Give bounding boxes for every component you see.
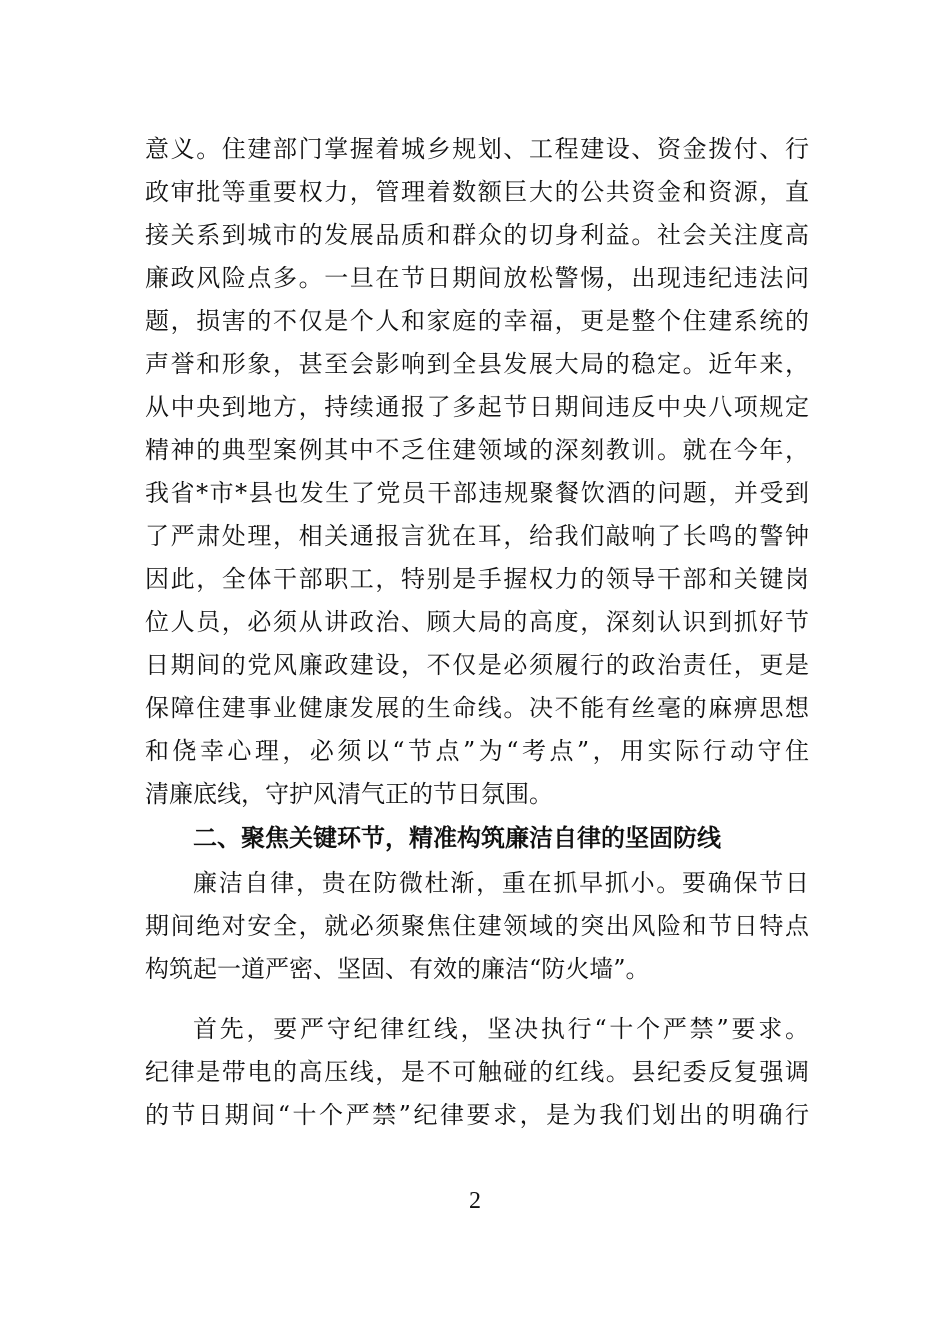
text-line: 廉政风险点多。一旦在节日期间放松警惕，出现违纪违法问	[145, 264, 809, 292]
text-line: 的节日期间“十个严禁”纪律要求，是为我们划出的明确行	[145, 1101, 809, 1129]
text-line: 日期间的党风廉政建设，不仅是必须履行的政治责任，更是	[145, 651, 809, 679]
text-line: 保障住建事业健康发展的生命线。决不能有丝毫的麻痹思想	[145, 694, 809, 722]
text-line: 廉洁自律，贵在防微杜渐，重在抓早抓小。要确保节日	[193, 869, 809, 897]
text-line: 精神的典型案例其中不乏住建领域的深刻教训。就在今年，	[145, 436, 809, 464]
text-line: 期间绝对安全，就必须聚焦住建领域的突出风险和节日特点	[145, 912, 809, 940]
text-line: 从中央到地方，持续通报了多起节日期间违反中央八项规定	[145, 393, 809, 421]
text-line: 首先，要严守纪律红线，坚决执行“十个严禁”要求。	[193, 1015, 809, 1043]
text-line: 位人员，必须从讲政治、顾大局的高度，深刻认识到抓好节	[145, 608, 809, 636]
text-line: 意义。住建部门掌握着城乡规划、工程建设、资金拨付、行	[145, 135, 809, 163]
text-line: 构筑起一道严密、坚固、有效的廉洁“防火墙”。	[145, 955, 650, 983]
text-line: 了严肃处理，相关通报言犹在耳，给我们敲响了长鸣的警钟	[145, 522, 809, 550]
text-line: 我省*市*县也发生了党员干部违规聚餐饮酒的问题，并受到	[145, 479, 809, 507]
text-line: 纪律是带电的高压线，是不可触碰的红线。县纪委反复强调	[145, 1058, 809, 1086]
text-line: 因此，全体干部职工，特别是手握权力的领导干部和关键岗	[145, 565, 809, 593]
text-line: 清廉底线，守护风清气正的节日氛围。	[145, 780, 553, 808]
text-line: 和侥幸心理，必须以“节点”为“考点”，用实际行动守住	[145, 737, 809, 765]
page-number: 2	[469, 1188, 481, 1214]
section-heading: 二、聚焦关键环节，精准构筑廉洁自律的坚固防线	[193, 824, 721, 852]
text-line: 政审批等重要权力，管理着数额巨大的公共资金和资源，直	[145, 178, 809, 206]
text-line: 题，损害的不仅是个人和家庭的幸福，更是整个住建系统的	[145, 307, 809, 335]
text-line: 声誉和形象，甚至会影响到全县发展大局的稳定。近年来，	[145, 350, 809, 378]
text-line: 接关系到城市的发展品质和群众的切身利益。社会关注度高	[145, 221, 809, 249]
